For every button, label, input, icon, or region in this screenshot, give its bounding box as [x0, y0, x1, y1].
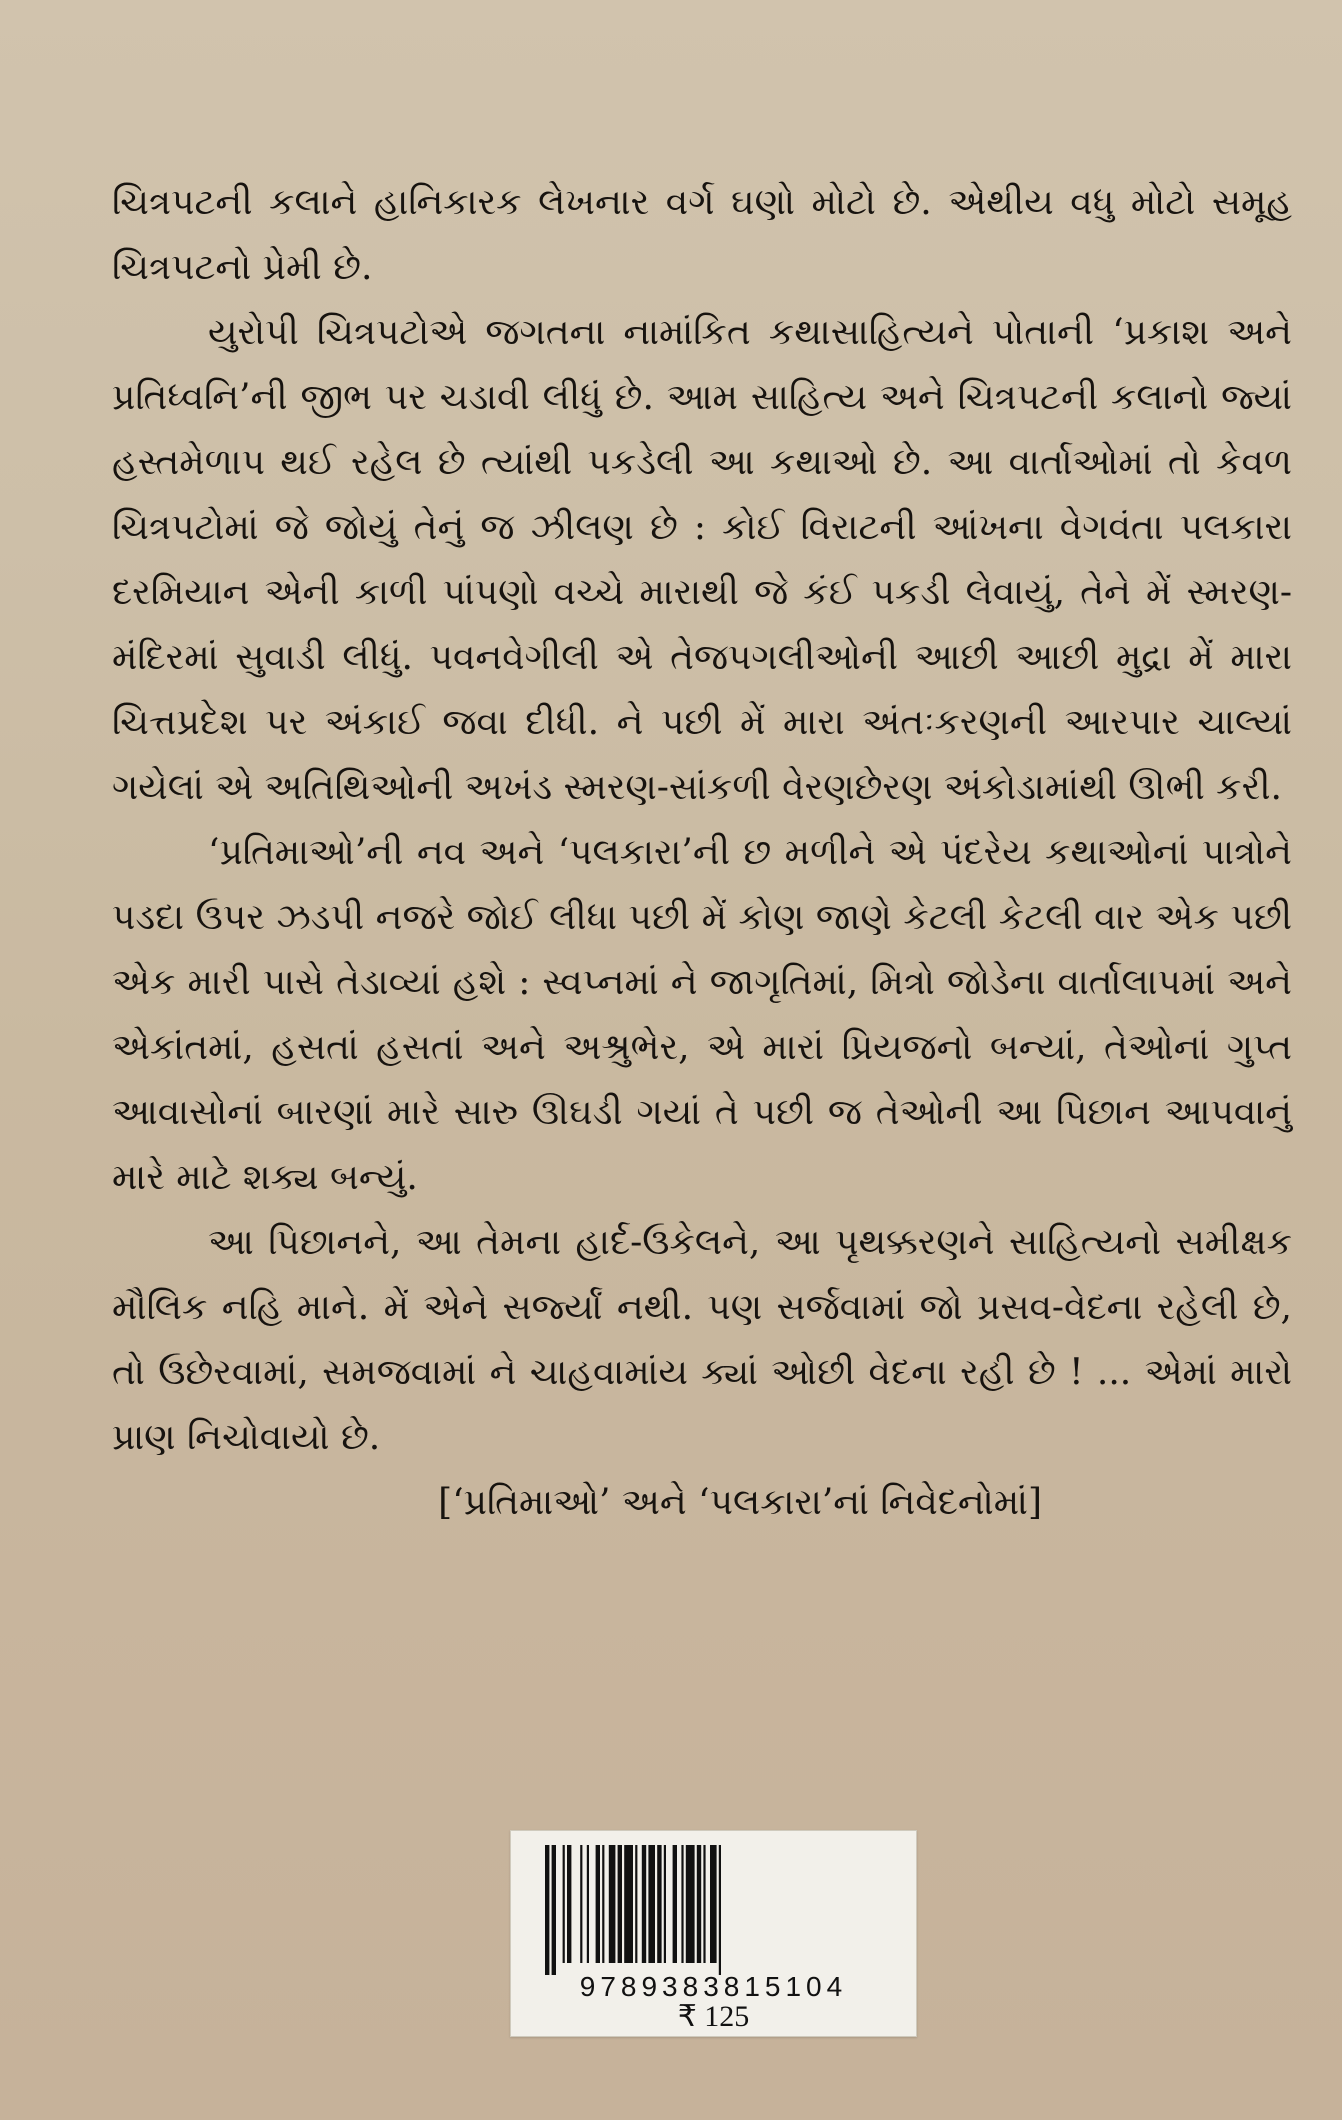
barcode-bar: [681, 1845, 683, 1963]
blurb-paragraph-4: આ પિછાનને, આ તેમના હાર્દ-ઉકેલને, આ પૃથક્કરણને સાહિત્યનો સમીક્ષક મૌલિક નહિ માને. મેં એને સર્જ્યાં નથી. પણ સર્જવામાં જો પ્રસવ-વેદના રહેલી છે, તો ઉછેરવામાં, સમજવામાં ને ચાહવામાંય ક્યાં ઓછી વેદના રહી છે ! ... એમાં મારો પ્રાણ નિચોવાયો છે.: [112, 1222, 1292, 1458]
barcode-bar: [697, 1845, 701, 1963]
price-label: ₹ 125: [677, 2000, 750, 2033]
barcode-bar: [703, 1845, 705, 1963]
barcode-bar: [596, 1845, 600, 1963]
barcode-bar: [635, 1845, 637, 1963]
barcode-bar: [602, 1845, 604, 1963]
blurb-paragraph-3: ‘પ્રતિમાઓ’ની નવ અને ‘પલકારા’ની છ મળીને એ પંદરેય કથાઓનાં પાત્રોને પડદા ઉપર ઝડપી નજરે જોઈ લીધા પછી મેં કોણ જાણે કેટલી કેટલી વાર એક પછી એક મારી પાસે તેડાવ્યાં હશે : સ્વપ્નમાં ને જાગૃતિમાં, મિત્રો જોડેના વાર્તાલાપમાં અને એકાંતમાં, હસતાં હસતાં અને અશ્રુભેર, એ મારાં પ્રિયજનો બન્યાં, તેઓનાં ગુપ્ત આવાસોનાં બારણાં મારે સારુ ઊઘડી ગયાં તે પછી જ તેઓની આ પિછાન આપવાનું મારે માટે શક્ય બન્યું.: [112, 832, 1292, 1198]
barcode-bar: [686, 1845, 695, 1963]
blurb-paragraph-1: ચિત્રપટની કલાને હાનિકારક લેખનાર વર્ગ ઘણો મોટો છે. એથીય વધુ મોટો સમૂહ ચિત્રપટનો પ્રેમી છે.: [112, 182, 1292, 288]
blurb-text: [112, 170, 1292, 1535]
barcode-bar: [642, 1845, 646, 1963]
barcode-bar: [657, 1845, 661, 1963]
barcode-bar: [587, 1845, 589, 1963]
barcode-bar: [609, 1845, 616, 1963]
barcode-bar: [567, 1845, 571, 1963]
barcode-image: [539, 1845, 889, 1975]
barcode-bar: [624, 1845, 633, 1963]
barcode-sticker: [510, 1830, 917, 2037]
barcode-bar: [618, 1845, 622, 1963]
barcode-bar: [664, 1845, 666, 1963]
barcode-bar: [545, 1845, 549, 1975]
blurb-credit: [‘પ્રતિમાઓ’ અને ‘પલકારા’નાં નિવેદનોમાં]: [438, 1482, 1042, 1523]
barcode-bar: [719, 1845, 721, 1975]
barcode-bar: [563, 1845, 565, 1963]
blurb-paragraph-2: યુરોપી ચિત્રપટોએ જગતના નામાંકિત કથાસાહિત્યને પોતાની ‘પ્રકાશ અને પ્રતિધ્વનિ’ની જીભ પર ચડાવી લીધું છે. આમ સાહિત્ય અને ચિત્રપટની કલાનો જ્યાં હસ્તમેળાપ થઈ રહેલ છે ત્યાંથી પકડેલી આ કથાઓ છે. આ વાર્તાઓમાં તો કેવળ ચિત્રપટોમાં જે જોયું તેનું જ ઝીલણ છે : કોઈ વિરાટની આંખના વેગવંતા પલકારા દરમિયાન એની કાળી પાંપણો વચ્ચે મારાથી જે કંઈ પકડી લેવાયું, તેને મેં સ્મરણ-મંદિરમાં સુવાડી લીધું. પવનવેગીલી એ તેજપગલીઓની આછી આછી મુદ્રા મેં મારા ચિત્તપ્રદેશ પર અંકાઈ જવા દીધી. ને પછી મેં મારા અંતઃકરણની આરપાર ચાલ્યાં ગયેલાં એ અતિથિઓની અખંડ સ્મરણ-સાંકળી વેરણછેરણ અંકોડામાંથી ઊભી કરી.: [112, 312, 1292, 808]
barcode-bar: [552, 1845, 556, 1975]
isbn-number: 9789383815104: [579, 1971, 848, 2002]
barcode-bar: [710, 1845, 717, 1963]
barcode-bar: [673, 1845, 677, 1963]
barcode-bar: [648, 1845, 655, 1963]
barcode-bar: [580, 1845, 582, 1963]
